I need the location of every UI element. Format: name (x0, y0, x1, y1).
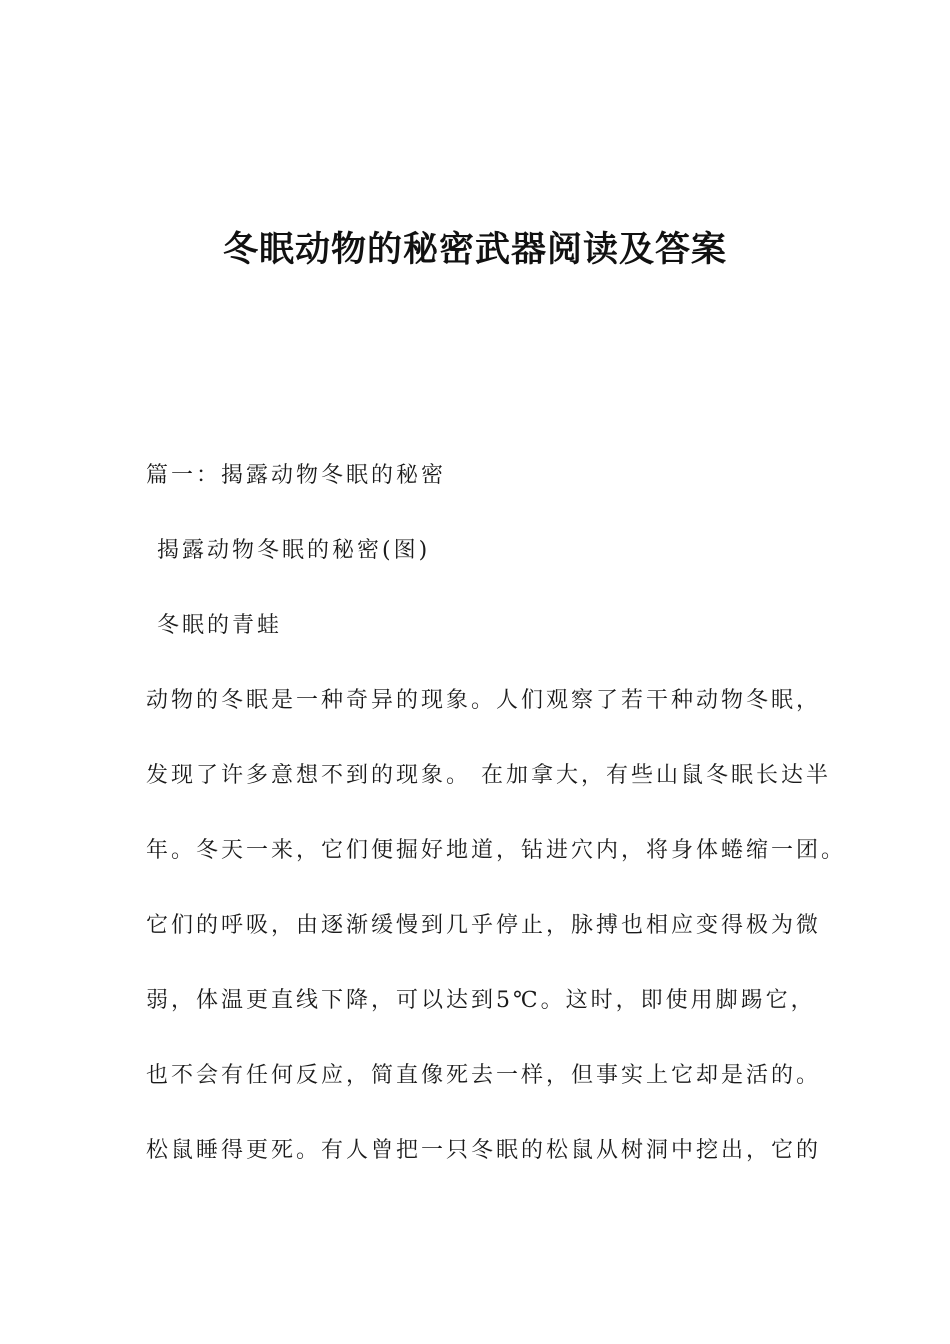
body-line: 它们的呼吸，由逐渐缓慢到几乎停止，脉搏也相应变得极为微 (146, 913, 822, 938)
body-line: 松鼠睡得更死。有人曾把一只冬眠的松鼠从树洞中挖出，它的 (146, 1138, 822, 1163)
body-line: 动物的冬眠是一种奇异的现象。人们观察了若干种动物冬眠， (146, 688, 822, 713)
subheading: 揭露动物冬眠的秘密(图) (157, 538, 431, 563)
body-line: 也不会有任何反应，简直像死去一样，但事实上它却是活的。 (146, 1063, 822, 1088)
body-line: 年。冬天一来，它们便掘好地道，钻进穴内，将身体蜷缩一团。 (146, 838, 847, 863)
image-caption: 冬眠的青蛙 (157, 613, 283, 638)
document-title: 冬眠动物的秘密武器阅读及答案 (222, 230, 727, 270)
body-line: 弱，体温更直线下降，可以达到5℃。这时，即使用脚踢它， (146, 988, 816, 1013)
section-heading: 篇一：揭露动物冬眠的秘密 (146, 463, 447, 488)
body-line: 发现了许多意想不到的现象。 在加拿大，有些山鼠冬眠长达半 (146, 763, 831, 788)
